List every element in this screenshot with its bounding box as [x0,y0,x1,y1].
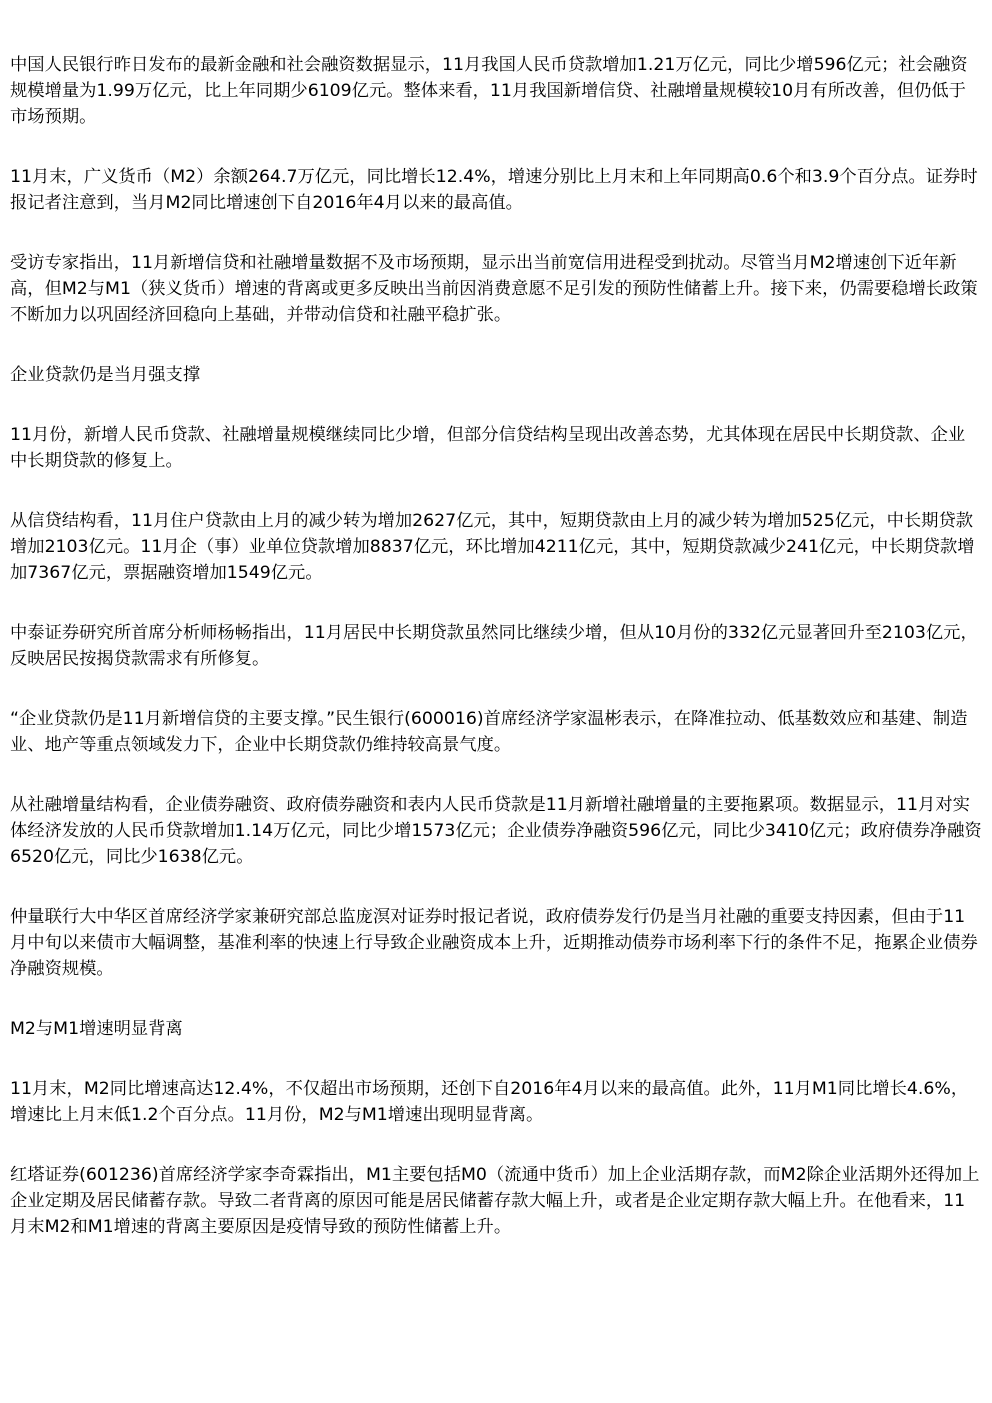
paragraph-zhongtai-analyst: 中泰证券研究所首席分析师杨畅指出，11月居民中长期贷款虽然同比继续少增，但从10月份的332亿元显著回升至2103亿元，反映居民按揭贷款需求有所修复。 [10,623,978,669]
paragraph-jll-economist: 仲量联行大中华区首席经济学家兼研究部总监庞溟对证券时报记者说，政府债券发行仍是当月社融的重要支持因素，但由于11月中旬以来债市大幅调整，基准利率的快速上行导致企业融资成本上升，近期推动债券市场利率下行的条件不足，拖累企业债券净融资规模。 [10,907,978,979]
paragraph-expert-view: 受访专家指出，11月新增信贷和社融增量数据不及市场预期，显示出当前宽信用进程受到扰动。尽管当月M2增速创下近年新高，但M2与M1（狭义货币）增速的背离或更多反映出当前因消费意愿不足引发的预防性储蓄上升。接下来，仍需要稳增长政策不断加力以巩固经济回稳向上基础，并带动信贷和社融平稳扩张。 [10,253,978,325]
paragraph-intro: 中国人民银行昨日发布的最新金融和社会融资数据显示，11月我国人民币贷款增加1.21万亿元，同比少增596亿元；社会融资规模增量为1.99万亿元，比上年同期少6109亿元。整体来看，11月我国新增信贷、社融增量规模较10月有所改善，但仍低于市场预期。 [10,55,968,127]
paragraph-m2-growth: 11月末，M2同比增速高达12.4%，不仅超出市场预期，还创下自2016年4月以来的最高值。此外，11月M1同比增长4.6%，增速比上月末低1.2个百分点。11月份，M2与M1增速出现明显背离。 [10,1079,969,1125]
paragraph-hongta-economist: 红塔证券(601236)首席经济学家李奇霖指出，M1主要包括M0（流通中货币）加上企业活期存款，而M2除企业活期外还得加上企业定期及居民储蓄存款。导致二者背离的原因可能是居民储蓄存款大幅上升，或者是企业定期存款大幅上升。在他看来，11月末M2和M1增速的背离主要原因是疫情导致的预防性储蓄上升。 [10,1165,980,1237]
paragraph-m2-balance: 11月末，广义货币（M2）余额264.7万亿元，同比增长12.4%，增速分别比上月末和上年同期高0.6个和3.9个百分点。证券时报记者注意到，当月M2同比增速创下自2016年4月以来的最高值。 [10,167,978,213]
paragraph-november-loans: 11月份，新增人民币贷款、社融增量规模继续同比少增，但部分信贷结构呈现出改善态势，尤其体现在居民中长期贷款、企业中长期贷款的修复上。 [10,425,966,471]
section-heading-m2-m1-divergence: M2与M1增速明显背离 [10,1019,183,1039]
paragraph-minsheng-economist: “企业贷款仍是11月新增信贷的主要支撑。”民生银行(600016)首席经济学家温彬表示，在降准拉动、低基数效应和基建、制造业、地产等重点领域发力下，企业中长期贷款仍维持较高景气度。 [10,709,968,755]
paragraph-social-financing-structure: 从社融增量结构看，企业债券融资、政府债券融资和表内人民币贷款是11月新增社融增量的主要拖累项。数据显示，11月对实体经济发放的人民币贷款增加1.14万亿元，同比少增1573亿元；企业债券净融资596亿元，同比少3410亿元；政府债券净融资6520亿元，同比少1638亿元。 [10,795,982,867]
paragraph-credit-structure: 从信贷结构看，11月住户贷款由上月的减少转为增加2627亿元，其中，短期贷款由上月的减少转为增加525亿元，中长期贷款增加2103亿元。11月企（事）业单位贷款增加8837亿元，环比增加4211亿元，其中，短期贷款减少241亿元，中长期贷款增加7367亿元，票据融资增加1549亿元。 [10,511,975,583]
article-body [10,52,982,1274]
section-heading-corporate-loans: 企业贷款仍是当月强支撑 [10,365,201,385]
